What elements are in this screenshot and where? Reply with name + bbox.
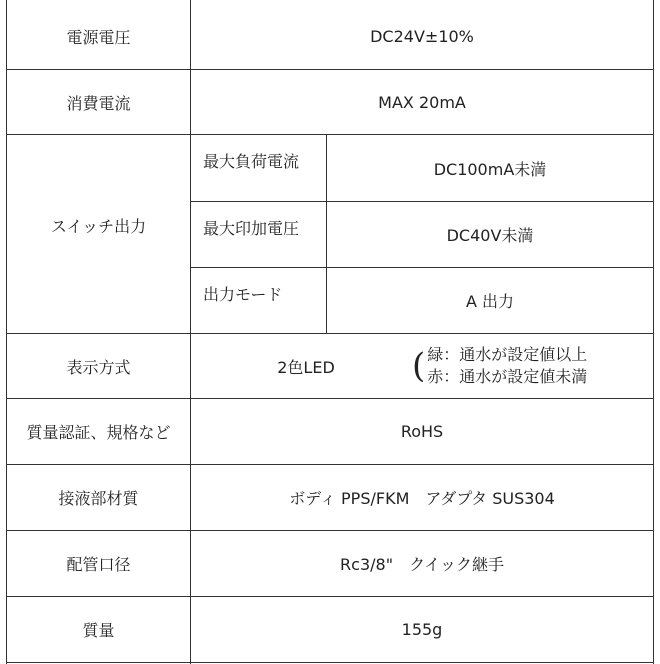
display-note (412, 334, 652, 398)
consumption-label: 消費電流 (66, 93, 131, 113)
display-label: 表示方式 (66, 357, 131, 377)
display-value: 2色LED (277, 357, 335, 377)
max-load-current-value: DC100mA未満 (433, 159, 547, 179)
table-bottom-border (6, 662, 654, 663)
certification-value: RoHS (400, 422, 444, 441)
output-mode-label: 出力モード (203, 285, 283, 304)
voltage-value: DC24V±10% (370, 27, 474, 46)
voltage-label: 電源電圧 (66, 28, 131, 47)
display-note-lines (427, 344, 587, 388)
table-right-border (653, 0, 654, 664)
weight-label: 質量 (82, 621, 115, 640)
display-note-green: 緑：通水が設定値以上 (427, 345, 588, 364)
switch-output-label: スイッチ出力 (50, 216, 147, 236)
max-applied-voltage-value: DC40V未満 (446, 226, 534, 245)
max-load-current-label: 最大負荷電流 (203, 152, 300, 171)
port-size-value: Rc3/8" クイック継手 (340, 555, 504, 574)
display-note-red: 赤：通水が設定値未満 (427, 367, 588, 386)
weight-value: 155g (401, 620, 443, 639)
output-mode-value: A 出力 (465, 292, 515, 311)
wetted-material-label: 接液部材質 (58, 489, 139, 508)
open-paren-glyph: ( (412, 346, 426, 386)
wetted-material-value: ボディ PPS/FKM アダプタ SUS304 (289, 489, 555, 508)
consumption-value: MAX 20mA (378, 92, 466, 112)
port-size-label: 配管口径 (66, 555, 131, 574)
certification-label: 質量認証、規格など (26, 423, 171, 442)
max-applied-voltage-label: 最大印加電圧 (203, 219, 300, 238)
